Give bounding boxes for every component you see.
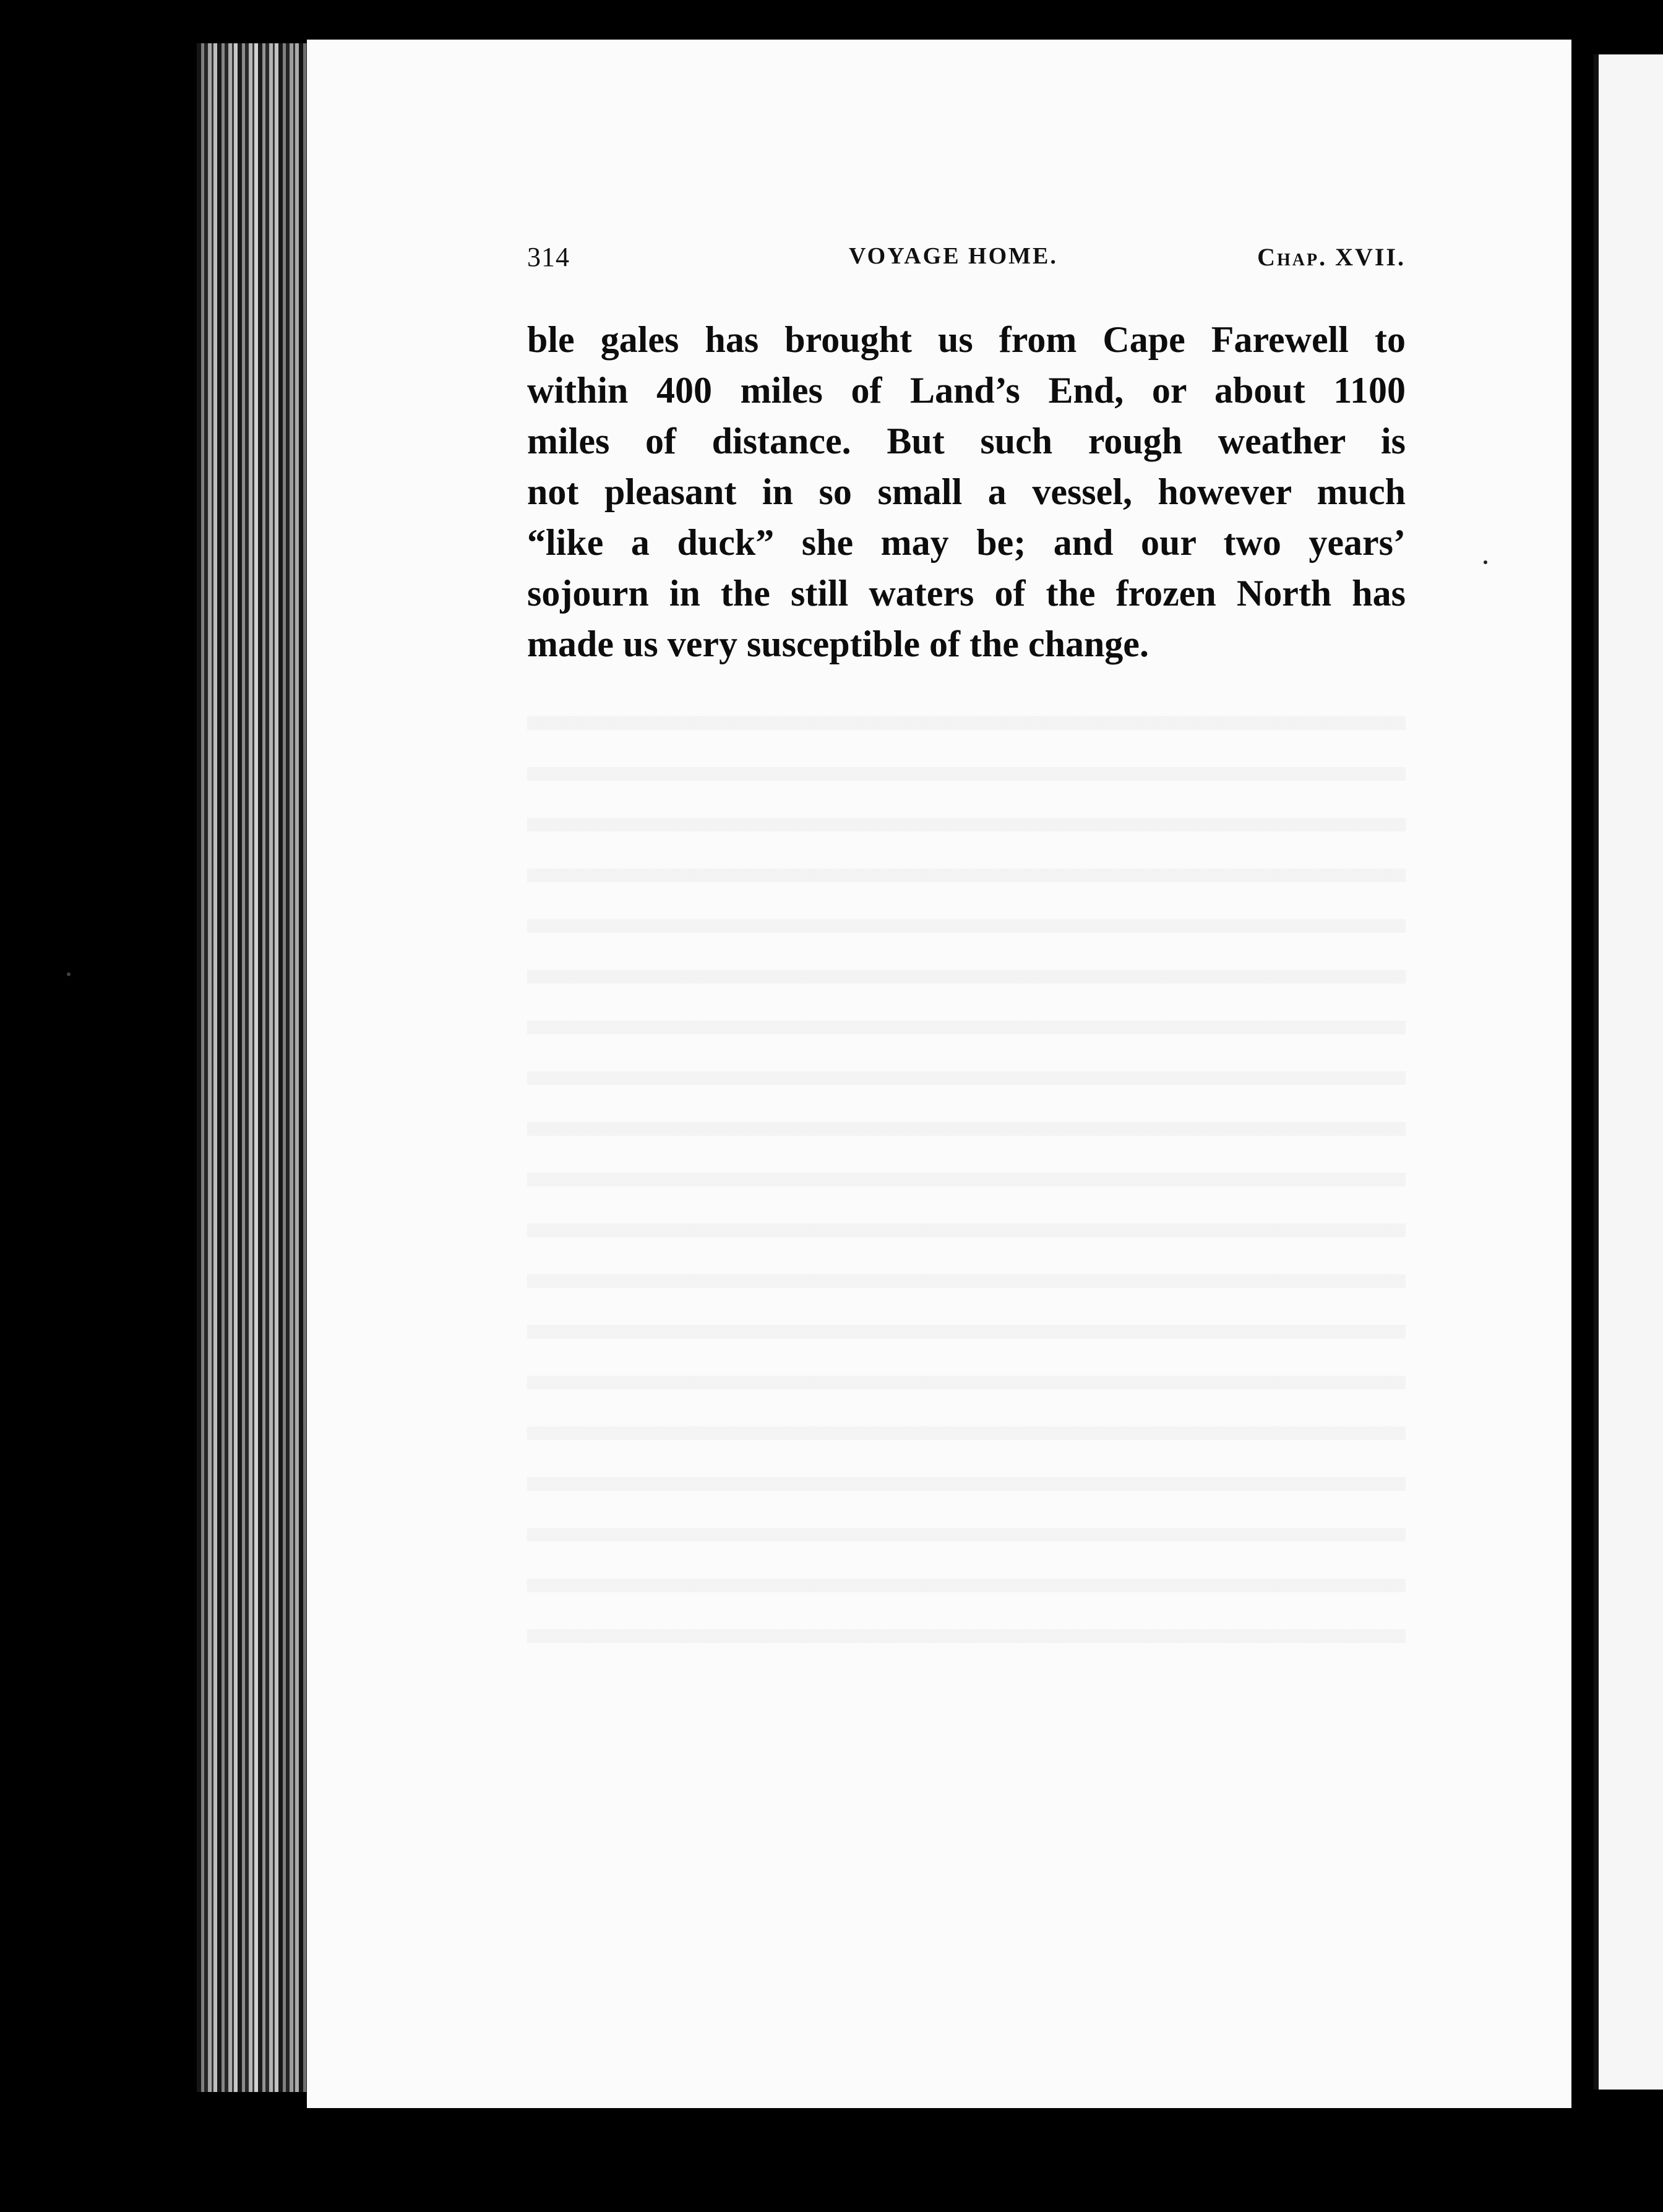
text-line: made us very susceptible of the change. (527, 624, 1149, 664)
ink-speck (1484, 560, 1487, 564)
page-number: 314 (527, 242, 570, 272)
running-title: VOYAGE HOME. (849, 243, 1058, 269)
facing-page (1594, 54, 1663, 2090)
gutter (1571, 40, 1594, 2108)
text-line: sojourn in the still waters of the frozen North has (527, 573, 1406, 614)
page-header (527, 241, 1406, 285)
text-line: “like a duck” she may be; and our two years’ (527, 522, 1406, 563)
text-line: ble gales has brought us from Cape Farewell to (527, 319, 1406, 360)
page-edges-shade (197, 43, 307, 2092)
text-line: not pleasant in so small a vessel, however much (527, 471, 1406, 512)
text-line: miles of distance. But such rough weather is (527, 421, 1406, 461)
body-text (527, 314, 1406, 669)
chapter-label: Chap. XVII. (1257, 243, 1406, 271)
text-line: within 400 miles of Land’s End, or about 1100 (527, 370, 1406, 411)
bleed-through (527, 687, 1406, 1652)
dust-speck (67, 972, 71, 976)
